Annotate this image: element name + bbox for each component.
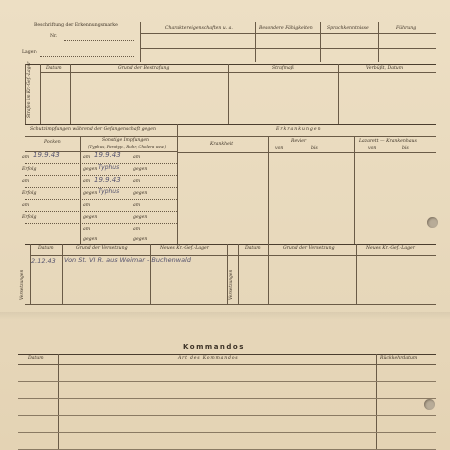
- kom-col-art: Art des Kommandos: [178, 356, 239, 361]
- erk-von: von: [368, 146, 377, 151]
- impf-col-sonstige2: (Typhus, Paratyp., Ruhr, Cholera usw.): [88, 144, 167, 149]
- vers-col-neues: Neues Kr.-Gef.-Lager: [160, 246, 209, 251]
- nr-line: [64, 40, 134, 41]
- hand-vers-date: 2.12.43: [31, 257, 56, 265]
- kom-col-rueck: Rückkehrdatum: [380, 356, 418, 361]
- vers-col-grund: Grund der Versetzung: [283, 246, 335, 251]
- nr-label: Nr.: [50, 34, 58, 39]
- sprach-label: Sprachkenntnisse: [327, 26, 369, 31]
- top-row-line: [140, 48, 436, 49]
- kommandos-title: Kommandos: [183, 343, 245, 351]
- impf-row-label: am: [22, 203, 30, 208]
- impf-row-label: am: [22, 155, 30, 160]
- impf-row-label: gegen: [83, 167, 98, 172]
- faehigkeiten-label: Besondere Fähigkeiten: [259, 26, 313, 31]
- impf-row-label: am: [83, 179, 91, 184]
- impf-col-sonstige: Sonstige Impfungen: [102, 138, 150, 143]
- impf-row-label: Erfolg: [22, 191, 37, 196]
- impf-row-label: gegen: [133, 237, 148, 242]
- impf-row-label: Erfolg: [22, 167, 37, 172]
- strafen-col-strafmass: Strafmaß: [272, 66, 294, 71]
- fuehrung-label: Führung: [396, 26, 417, 31]
- erkrankungen-title: Erkrankungen: [276, 127, 322, 132]
- impf-row-label: am: [133, 155, 141, 160]
- impf-row-label: gegen: [83, 237, 98, 242]
- beschriftung-label: Beschriftung der Erkennungsmarke: [34, 23, 118, 28]
- strafen-col-grund: Grund der Bestrafung: [118, 66, 170, 71]
- erk-col-revier: Revier: [291, 139, 307, 144]
- strafen-col-verbuesst: Verbüßt, Datum: [366, 66, 404, 71]
- impf-row-label: am: [83, 155, 91, 160]
- impf-row-label: gegen: [83, 191, 98, 196]
- strafen-col-datum: Datum: [46, 66, 62, 71]
- erk-col-krankheit: Krankheit: [210, 142, 234, 147]
- impf-row-label: gegen: [133, 167, 148, 172]
- impf-row-label: am: [133, 227, 141, 232]
- impf-row-label: am: [83, 227, 91, 232]
- hand-impf-date-1: 19.9.43: [33, 151, 60, 159]
- versetzungen-side-right: Versetzungen: [229, 269, 234, 300]
- erk-bis: bis: [402, 146, 409, 151]
- punch-hole: [424, 399, 435, 410]
- erk-von: von: [275, 146, 284, 151]
- vers-col-neues: Neues Kr.-Gef.-Lager: [366, 246, 415, 251]
- strafen-top-line: [25, 64, 436, 65]
- impf-row-label: am: [133, 203, 141, 208]
- hand-impf-typhus-2: Typhus: [98, 188, 120, 195]
- versetzungen-side-left: Versetzungen: [20, 269, 25, 300]
- impf-row-label: am: [83, 203, 91, 208]
- punch-hole: [427, 217, 438, 228]
- top-header-line: [140, 33, 436, 34]
- kom-col-datum: Datum: [28, 356, 44, 361]
- impf-col-pocken: Pocken: [44, 140, 61, 145]
- lager-line: [40, 56, 134, 57]
- erk-col-lazarett: Lazarett — Krankenhaus: [359, 139, 417, 144]
- hand-impf-date-2: 19.9.43: [94, 151, 121, 159]
- vers-col-datum: Datum: [245, 246, 261, 251]
- impf-row-label: gegen: [133, 191, 148, 196]
- hand-impf-typhus-1: Typhus: [98, 164, 120, 171]
- erk-bis: bis: [311, 146, 318, 151]
- hand-vers-text: Von St. VI R. aus Weimar - Buchenwald: [64, 256, 191, 264]
- impf-row-label: am: [22, 179, 30, 184]
- impf-row-label: gegen: [133, 215, 148, 220]
- strafen-side-label: Strafen im Kr.-Gef.-Lager: [27, 61, 32, 118]
- lager-label: Lager:: [22, 50, 38, 55]
- impf-row-label: Erfolg: [22, 215, 37, 220]
- vers-col-grund: Grund der Versetzung: [76, 246, 128, 251]
- impf-row-label: gegen: [83, 215, 98, 220]
- hand-impf-date-3: 19.9.43: [94, 176, 121, 184]
- impf-row-label: am: [133, 179, 141, 184]
- charakter-label: Charaktereigenschaften u. a.: [165, 26, 233, 31]
- vers-col-datum: Datum: [38, 246, 54, 251]
- impf-title: Schutzimpfungen während der Gefangenschaft gegen: [30, 127, 156, 132]
